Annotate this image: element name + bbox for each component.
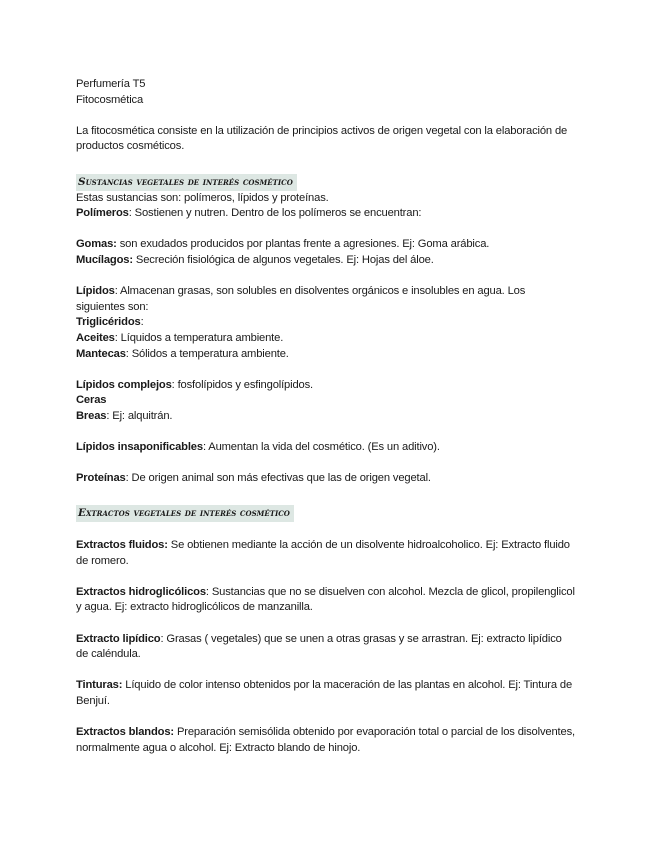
document-body: [76, 77, 576, 756]
spacer: [76, 487, 576, 503]
spacer: [76, 569, 576, 585]
extractos-blandos-term: Extractos blandos:: [76, 726, 175, 739]
spacer: [76, 616, 576, 632]
ceras-line: [76, 393, 576, 409]
lipidos-term: Lípidos: [76, 285, 115, 298]
ceras-term: Ceras: [76, 394, 107, 407]
spacer: [76, 710, 576, 726]
section-heading-extractos: Extractos vegetales de interés cosmético: [76, 505, 294, 522]
header-line-2: Fitocosmética: [76, 93, 144, 106]
mucilagos-term: Mucílagos:: [76, 253, 133, 266]
section-heading-wrap: [76, 174, 576, 191]
extractos-hidroglicolicos-term: Extractos hidroglicólicos: [76, 585, 206, 598]
spacer: [76, 522, 576, 538]
mantecas-term: Mantecas: [76, 347, 126, 360]
tinturas-paragraph: [76, 678, 576, 709]
gomas-text: son exudados producidos por plantas frente a agresiones. Ej: Goma arábica.: [116, 238, 490, 251]
extractos-hidroglicolicos-paragraph: [76, 585, 576, 616]
insaponificables-text: : Aumentan la vida del cosmético. (Es un aditivo).: [202, 441, 440, 454]
mucilagos-line: [76, 253, 576, 269]
extractos-fluidos-paragraph: [76, 538, 576, 569]
mantecas-text: : Sólidos a temperatura ambiente.: [125, 347, 289, 360]
extractos-hidroglicolicos-text: : Sustancias que no se disuelven con alcohol. Mezcla de glicol, propilenglicol y agua. Ej: extracto hidroglicólicos de manzanilla.: [76, 585, 575, 614]
mantecas-line: [76, 347, 576, 363]
trigliceridos-text: :: [140, 316, 144, 329]
proteinas-line: [76, 471, 576, 487]
proteinas-text: : De origen animal son más efectivas que las de origen vegetal.: [125, 472, 431, 485]
spacer: [76, 222, 576, 238]
spacer: [76, 424, 576, 440]
tinturas-term: Tinturas:: [76, 679, 123, 692]
extracto-lipidico-paragraph: [76, 632, 576, 663]
lipidos-complejos-line: [76, 378, 576, 394]
proteinas-term: Proteínas: [76, 472, 126, 485]
gomas-line: [76, 237, 576, 253]
polimeros-line: [76, 206, 576, 222]
insaponificables-term: Lípidos insaponificables: [76, 441, 203, 454]
extracto-lipidico-text: : Grasas ( vegetales) que se unen a otras grasas y se arrastran. Ej: extracto lipídico de caléndula.: [76, 632, 562, 661]
breas-line: [76, 409, 576, 425]
trigliceridos-term: Triglicéridos: [76, 316, 141, 329]
trigliceridos-line: [76, 315, 576, 331]
gomas-term: Gomas:: [76, 238, 117, 251]
header-line-1: Perfumería T5: [76, 78, 146, 90]
extractos-fluidos-term: Extractos fluidos:: [76, 539, 168, 552]
spacer: [76, 269, 576, 285]
polimeros-text: : Sostienen y nutren. Dentro de los polímeros se encuentran:: [128, 207, 422, 220]
aceites-term: Aceites: [76, 331, 115, 344]
extractos-fluidos-text: Se obtienen mediante la acción de un disolvente hidroalcoholico. Ej: Extracto fluido de romero.: [76, 539, 570, 567]
tinturas-text: Líquido de color intenso obtenidos por la maceración de las plantas en alcohol. Ej: Tintura de Benjuí.: [76, 679, 573, 707]
extractos-blandos-paragraph: [76, 725, 576, 756]
extracto-lipidico-term: Extracto lipídico: [76, 632, 161, 645]
spacer: [76, 456, 576, 472]
extractos-blandos-text: Preparación semisólida obtenido por evaporación total o parcial de los disolventes, normalmente agua o alcohol. Ej: Extracto blando de hinojo.: [76, 726, 575, 754]
section-heading-wrap: [76, 505, 576, 522]
lipidos-line: [76, 284, 576, 315]
spacer: [76, 362, 576, 378]
breas-text: : Ej: alquitrán.: [106, 409, 173, 422]
aceites-line: [76, 331, 576, 347]
section-heading-sustancias: Sustancias vegetales de interés cosmético: [76, 174, 297, 191]
insaponificables-line: [76, 440, 576, 456]
lipidos-complejos-text: : fosfolípidos y esfingolípidos.: [171, 378, 314, 391]
spacer: [76, 108, 576, 124]
aceites-text: : Líquidos a temperatura ambiente.: [114, 331, 284, 344]
sustancias-intro: Estas sustancias son: polímeros, lípidos y proteínas.: [76, 191, 329, 204]
lipidos-text: : Almacenan grasas, son solubles en disolventes orgánicos e insolubles en agua. Los siguientes son:: [76, 285, 526, 313]
intro-paragraph: La fitocosmética consiste en la utilización de principios activos de origen vegetal con la elaboración de productos cosméticos.: [76, 124, 568, 153]
polimeros-term: Polímeros: [76, 207, 129, 220]
spacer: [76, 663, 576, 679]
lipidos-complejos-term: Lípidos complejos: [76, 378, 172, 391]
breas-term: Breas: [76, 409, 107, 422]
mucilagos-text: Secreción fisiológica de algunos vegetales. Ej: Hojas del áloe.: [132, 253, 434, 266]
spacer: [76, 155, 576, 171]
